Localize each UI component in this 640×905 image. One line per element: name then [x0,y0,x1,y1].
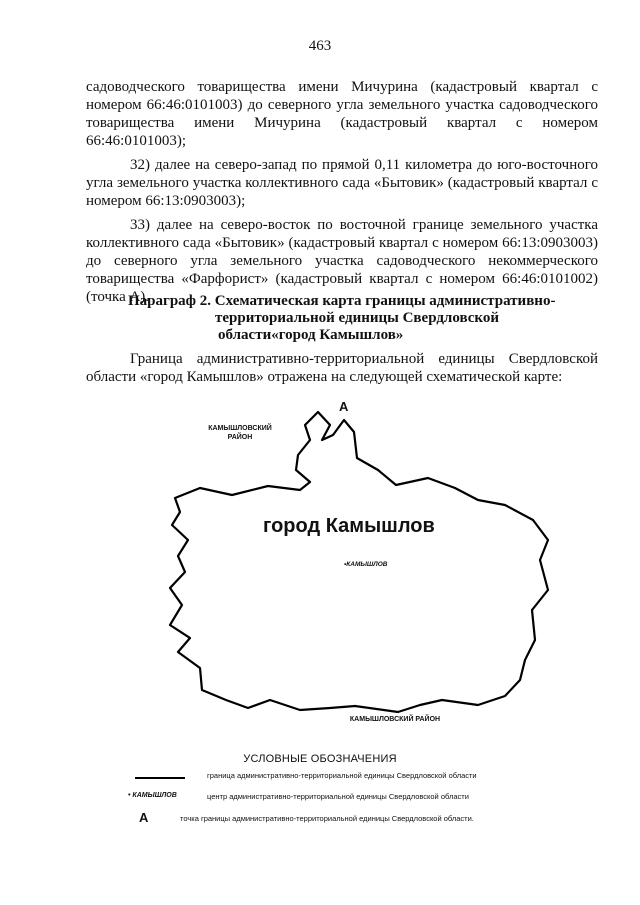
point-a-label: А [339,399,349,414]
legend-item-point: точка границы административно-территориальной единицы Свердловской области. [180,814,474,823]
district-label-south: КАМЫШЛОВСКИЙ РАЙОН [349,716,441,723]
legend-item-boundary: граница административно-территориальной единицы Свердловской области [207,771,477,780]
legend-center-symbol: • КАМЫШЛОВ [128,792,177,799]
paragraph-continuation: садоводческого товарищества имени Мичурина (кадастровый квартал с номером 66:46:0101003) до северного угла земельного участка садоводческого товарищества имени Мичурина (кадастровый квартал с номером 66:46:0101003); [86,79,598,149]
heading-line-3: области«город Камышлов» [218,327,404,343]
legend-title: УСЛОВНЫЕ ОБОЗНАЧЕНИЯ [243,753,397,765]
legend-item-center: центр административно-территориальной единицы Свердловской области [207,792,469,801]
legend-point-symbol: А [139,810,149,825]
city-center-label: •КАМЫШЛОВ [344,561,388,568]
page-number: 463 [308,38,332,54]
legend-line-symbol [135,777,185,779]
paragraph-33: 33) далее на северо-восток по восточной границе земельного участка коллективного сада «Бытовик» (кадастровый квартал с номером 66:13:0903003) до северного угла земельного участка садоводческого некоммерческого товарищества «Фарфорист» (кадастровый квартал с номером 66:46:0101002) (точка А). [86,217,598,305]
heading-line-2: территориальной единицы Свердловской [215,310,499,326]
district-label-north: КАМЫШЛОВСКИЙ РАЙОН [208,425,272,441]
paragraph-32: 32) далее на северо-запад по прямой 0,11 километра до юго-восточного угла земельного участка коллективного сада «Бытовик» (кадастровый квартал с номером 66:13:0903003); [86,157,598,209]
city-title: город Камышлов [263,515,435,537]
heading-line-1: Параграф 2. Схематическая карта границы административно- [128,293,556,309]
intro-paragraph: Граница административно-территориальной единицы Свердловской области «город Камышлов» отражена на следующей схематической карте: [86,351,598,385]
